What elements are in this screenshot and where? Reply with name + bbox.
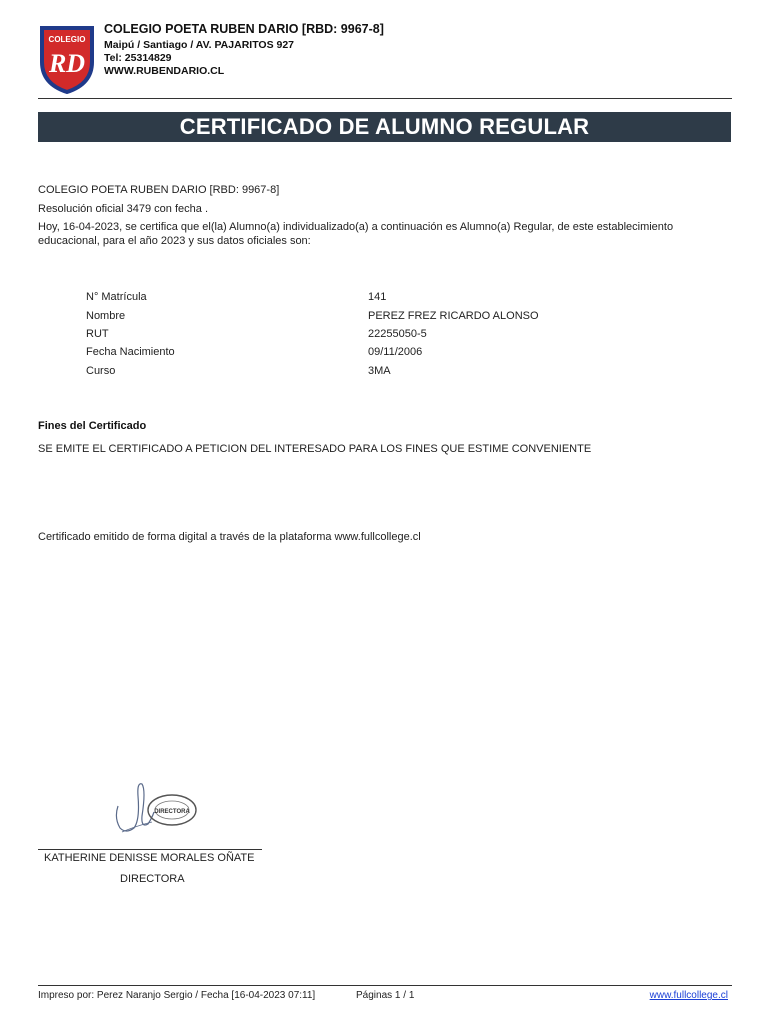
svg-text:COLEGIO: COLEGIO <box>48 35 86 44</box>
school-address: Maipú / Santiago / AV. PAJARITOS 927 <box>104 39 295 51</box>
value-curso: 3MA <box>368 365 391 377</box>
school-phone: Tel: 25314829 <box>104 52 172 64</box>
fines-text: SE EMITE EL CERTIFICADO A PETICION DEL INTERESADO PARA LOS FINES QUE ESTIME CONVENIENTE <box>38 443 592 455</box>
signatory-name: KATHERINE DENISSE MORALES OÑATE <box>44 852 255 864</box>
intro-resolution-line: Resolución oficial 3479 con fecha . <box>38 203 208 215</box>
value-nombre: PEREZ FREZ RICARDO ALONSO <box>368 310 539 322</box>
label-curso: Curso <box>86 365 116 377</box>
footer-divider <box>38 985 732 986</box>
label-rut: RUT <box>86 328 109 340</box>
footer-fullcollege-link[interactable]: www.fullcollege.cl <box>649 990 728 1001</box>
value-matricula: 141 <box>368 291 387 303</box>
signature-line <box>38 849 262 850</box>
digital-emission-note: Certificado emitido de forma digital a través de la plataforma www.fullcollege.cl <box>38 531 421 543</box>
label-nombre: Nombre <box>86 310 126 322</box>
intro-certify-line: Hoy, 16-04-2023, se certifica que el(la) Alumno(a) individualizado(a) a continuación es Alumno(a) Regular, de este establecimiento <box>38 221 674 233</box>
fines-title: Fines del Certificado <box>38 420 147 432</box>
footer-page-count: Páginas 1 / 1 <box>356 990 415 1001</box>
label-matricula: N° Matrícula <box>86 291 147 303</box>
signature-and-stamp <box>108 776 204 842</box>
svg-text:DIRECTORA: DIRECTORA <box>154 809 190 815</box>
footer-printed-by: Impreso por: Perez Naranjo Sergio / Fecha [16-04-2023 07:11] <box>38 990 316 1001</box>
label-fecha-nacimiento: Fecha Nacimiento <box>86 346 175 358</box>
intro-school-line: COLEGIO POETA RUBEN DARIO [RBD: 9967-8] <box>38 184 280 196</box>
school-name: COLEGIO POETA RUBEN DARIO [RBD: 9967-8] <box>104 22 384 36</box>
certificate-title-banner: CERTIFICADO DE ALUMNO REGULAR <box>38 112 731 142</box>
value-fecha-nacimiento: 09/11/2006 <box>368 346 423 358</box>
intro-certify-line-cont: educacional, para el año 2023 y sus datos oficiales son: <box>38 235 311 247</box>
svg-text:RD: RD <box>48 49 86 78</box>
value-rut: 22255050-5 <box>368 328 427 340</box>
header-divider <box>38 98 732 99</box>
school-crest-logo <box>38 22 96 94</box>
school-website: WWW.RUBENDARIO.CL <box>104 65 225 77</box>
signatory-role: DIRECTORA <box>120 873 185 885</box>
